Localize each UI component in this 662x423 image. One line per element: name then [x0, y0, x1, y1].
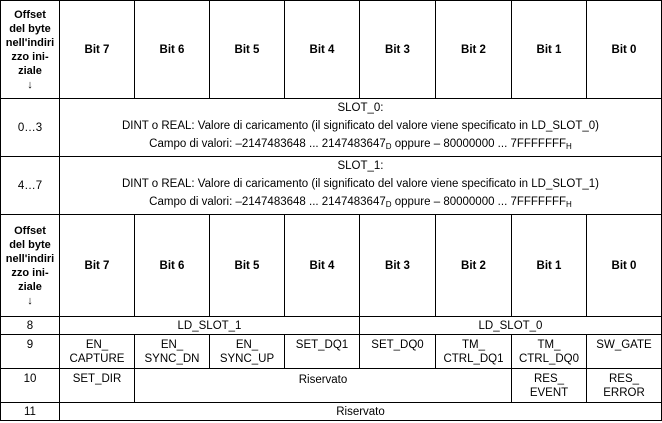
header-row-2: [1, 215, 662, 317]
bit2-header: Bit 2: [436, 1, 512, 99]
tm-ctrl-dq1-cell: TM_ CTRL_DQ1: [436, 335, 512, 369]
res-event-cell: RES_ EVENT: [512, 369, 587, 403]
res-error-cell: RES_ ERROR: [587, 369, 662, 403]
set-dq1-cell: SET_DQ1: [285, 335, 360, 369]
offset-header-line: nell'indiri: [5, 252, 55, 265]
reserved-cell: Riservato: [60, 403, 662, 421]
sw-gate-cell: SW_GATE: [587, 335, 662, 369]
bit5-header: Bit 5: [210, 215, 285, 317]
slot0-cell: [60, 99, 662, 157]
slot1-range: Campo di valori: –2147483648 ... $2147483647_D$ oppure – 80000000 ... $7FFFFFFF_H$: [149, 196, 572, 209]
bit7-header: Bit 7: [60, 1, 135, 99]
slot1-offset: 4…7: [1, 157, 60, 215]
offset-header-line: nell'indiri: [5, 36, 55, 49]
ld-slot-1-cell: LD_SLOT_1: [60, 317, 360, 335]
slot0-row: [1, 99, 662, 157]
bit6-header: Bit 6: [135, 1, 210, 99]
slot1-cell: [60, 157, 662, 215]
set-dir-cell: SET_DIR: [60, 369, 135, 403]
bit2-header: Bit 2: [436, 215, 512, 317]
slot0-description: DINT o REAL: Valore di caricamento (il significato del valore viene specificato in LD_SLOT_0): [121, 120, 600, 132]
slot0-offset: 0…3: [1, 99, 60, 157]
bit4-header: Bit 4: [285, 215, 360, 317]
en-capture-cell: EN_ CAPTURE: [60, 335, 135, 369]
slot1-title: SLOT_1:: [337, 160, 384, 172]
byte10-offset: 10: [1, 369, 60, 403]
offset-header: [1, 215, 60, 317]
offset-header-line: Offset: [14, 224, 46, 237]
byte11-offset: 11: [1, 403, 60, 421]
offset-header-line: del byte: [9, 238, 51, 251]
bit0-header: Bit 0: [587, 215, 662, 317]
slot0-title: SLOT_0:: [337, 102, 384, 114]
ld-slot-0-cell: LD_SLOT_0: [360, 317, 662, 335]
bit1-header: Bit 1: [512, 1, 587, 99]
slot0-range: Campo di valori: –2147483648 ... $2147483647_D$ oppure – 80000000 ... $7FFFFFFF_H$: [149, 138, 572, 151]
slot1-description: DINT o REAL: Valore di caricamento (il significato del valore viene specificato in LD_SLOT_1): [121, 178, 600, 190]
bit6-header: Bit 6: [135, 215, 210, 317]
byte10-row: [1, 369, 662, 403]
en-sync-up-cell: EN_ SYNC_UP: [210, 335, 285, 369]
bit1-header: Bit 1: [512, 215, 587, 317]
offset-header-line: del byte: [9, 22, 51, 35]
offset-header-arrow: ↓: [27, 294, 33, 307]
byte9-row: [1, 335, 662, 369]
tm-ctrl-dq0-cell: TM_ CTRL_DQ0: [512, 335, 587, 369]
offset-header-arrow: ↓: [27, 78, 33, 91]
bit4-header: Bit 4: [285, 1, 360, 99]
offset-header-line: ziale: [18, 280, 42, 293]
byte8-offset: 8: [1, 317, 60, 335]
bit3-header: Bit 3: [360, 215, 436, 317]
reserved-cell: Riservato: [135, 369, 512, 403]
en-sync-dn-cell: EN_ SYNC_DN: [135, 335, 210, 369]
offset-header-line: zzo ini-: [11, 266, 49, 279]
byte11-row: [1, 403, 662, 421]
bit7-header: Bit 7: [60, 215, 135, 317]
offset-header: [1, 1, 60, 99]
offset-header-line: ziale: [18, 64, 42, 77]
bit5-header: Bit 5: [210, 1, 285, 99]
header-row: [1, 1, 662, 99]
offset-header-line: Offset: [14, 8, 46, 21]
byte9-offset: 9: [1, 335, 60, 369]
bit3-header: Bit 3: [360, 1, 436, 99]
slot1-row: [1, 157, 662, 215]
offset-header-line: zzo ini-: [11, 50, 49, 63]
bit0-header: Bit 0: [587, 1, 662, 99]
byte8-row: [1, 317, 662, 335]
set-dq0-cell: SET_DQ0: [360, 335, 436, 369]
